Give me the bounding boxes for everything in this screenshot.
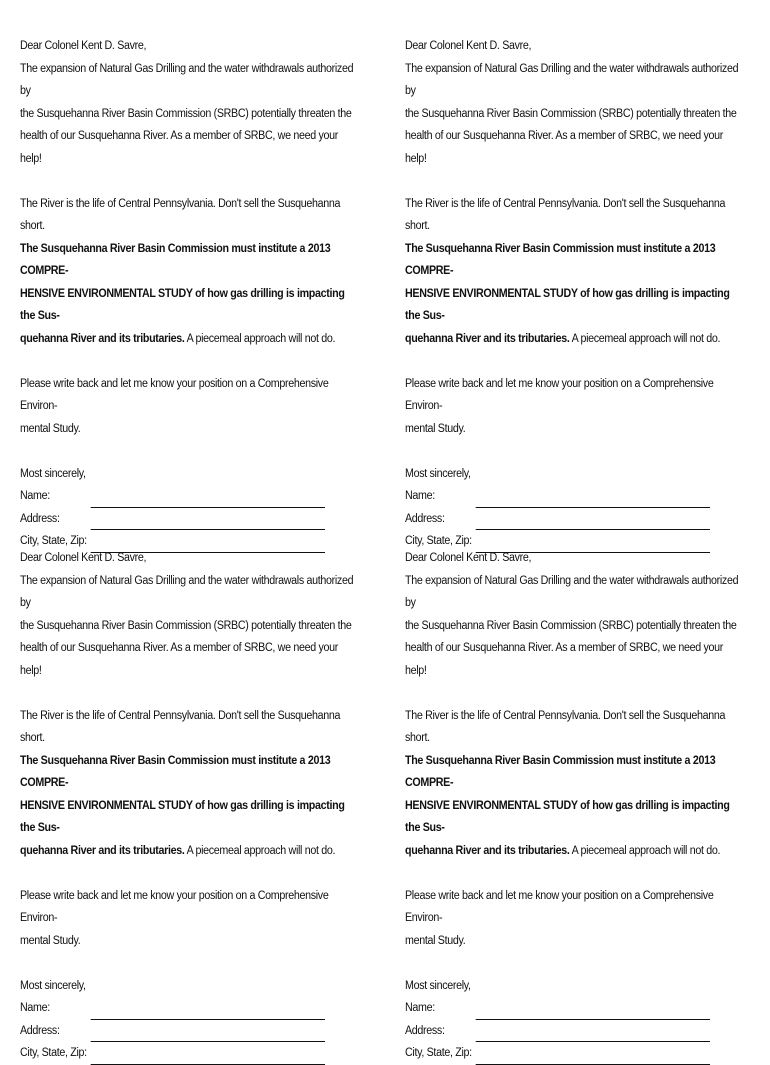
- address-blank-line[interactable]: [91, 513, 325, 530]
- paragraph-intro: [405, 58, 744, 171]
- name-blank-line[interactable]: [91, 1003, 325, 1020]
- text-line: Please write back and let me know your position on a Comprehensive Environ-: [20, 377, 329, 412]
- text-line: The expansion of Natural Gas Drilling and the water withdrawals authorized by: [405, 62, 739, 97]
- paragraph-reply: [405, 373, 744, 441]
- city-state-zip-label: City, State, Zip:: [405, 1047, 472, 1059]
- address-field: [405, 508, 744, 531]
- name-blank-line[interactable]: [91, 491, 325, 508]
- address-blank-line[interactable]: [91, 1025, 325, 1042]
- name-label: Name:: [20, 1002, 50, 1014]
- name-field: [405, 997, 744, 1020]
- text-line: health of our Susquehanna River. As a member of SRBC, we need your help!: [405, 642, 723, 677]
- text-tail: A piecemeal approach will not do.: [569, 844, 721, 857]
- text-line: the Susquehanna River Basin Commission (SRBC) potentially threaten the: [405, 107, 737, 120]
- text-line: The River is the life of Central Pennsylvania. Don't sell the Susquehanna short.: [405, 197, 726, 232]
- bold-text-line: HENSIVE ENVIRONMENTAL STUDY of how gas drilling is impacting the Sus-: [20, 287, 345, 322]
- paragraph-reply: [20, 885, 359, 953]
- closing: Most sincerely,: [405, 467, 471, 480]
- text-line: health of our Susquehanna River. As a member of SRBC, we need your help!: [20, 642, 338, 677]
- bold-text-line: The Susquehanna River Basin Commission must institute a 2013 COMPRE-: [20, 242, 331, 277]
- name-field: [405, 485, 744, 508]
- text-line: Please write back and let me know your position on a Comprehensive Environ-: [20, 889, 329, 924]
- text-line: The expansion of Natural Gas Drilling and the water withdrawals authorized by: [405, 574, 739, 609]
- address-label: Address:: [20, 1024, 60, 1037]
- bold-text-line: The Susquehanna River Basin Commission must institute a 2013 COMPRE-: [20, 754, 331, 789]
- bold-text-line: The Susquehanna River Basin Commission must institute a 2013 COMPRE-: [405, 754, 716, 789]
- text-line: mental Study.: [405, 934, 466, 947]
- bold-text-line: quehanna River and its tributaries.: [405, 844, 570, 857]
- text-line: mental Study.: [20, 934, 81, 947]
- letter-card-bottom-left: [20, 547, 359, 1065]
- address-field: [405, 1020, 744, 1043]
- salutation: Dear Colonel Kent D. Savre,: [405, 40, 532, 52]
- bold-text-line: HENSIVE ENVIRONMENTAL STUDY of how gas drilling is impacting the Sus-: [405, 799, 730, 834]
- text-tail: A piecemeal approach will not do.: [184, 332, 336, 345]
- salutation: Dear Colonel Kent D. Savre,: [405, 552, 532, 564]
- paragraph-reply: [20, 373, 359, 441]
- text-line: mental Study.: [20, 422, 81, 435]
- bold-text-line: quehanna River and its tributaries.: [405, 332, 570, 345]
- text-line: health of our Susquehanna River. As a member of SRBC, we need your help!: [405, 130, 723, 165]
- salutation: Dear Colonel Kent D. Savre,: [20, 40, 147, 52]
- name-label: Name:: [20, 490, 50, 502]
- name-label: Name:: [405, 1002, 435, 1014]
- paragraph-intro: [20, 570, 359, 683]
- address-label: Address:: [20, 512, 60, 525]
- text-line: The River is the life of Central Pennsylvania. Don't sell the Susquehanna short.: [20, 197, 341, 232]
- bold-text-line: HENSIVE ENVIRONMENTAL STUDY of how gas drilling is impacting the Sus-: [405, 287, 730, 322]
- text-line: the Susquehanna River Basin Commission (SRBC) potentially threaten the: [20, 619, 352, 632]
- name-blank-line[interactable]: [476, 1003, 710, 1020]
- text-line: The River is the life of Central Pennsylvania. Don't sell the Susquehanna short.: [405, 709, 726, 744]
- salutation: Dear Colonel Kent D. Savre,: [20, 552, 147, 564]
- letter-card-top-right: [405, 35, 744, 553]
- text-line: The River is the life of Central Pennsylvania. Don't sell the Susquehanna short.: [20, 709, 341, 744]
- text-line: the Susquehanna River Basin Commission (SRBC) potentially threaten the: [20, 107, 352, 120]
- closing: Most sincerely,: [20, 979, 86, 992]
- text-line: mental Study.: [405, 422, 466, 435]
- city-state-zip-label: City, State, Zip:: [20, 535, 87, 547]
- paragraph-intro: [20, 58, 359, 171]
- name-field: [20, 997, 359, 1020]
- text-line: the Susquehanna River Basin Commission (SRBC) potentially threaten the: [405, 619, 737, 632]
- address-blank-line[interactable]: [476, 513, 710, 530]
- city-state-zip-label: City, State, Zip:: [20, 1047, 87, 1059]
- paragraph-request: [405, 705, 744, 863]
- bold-text-line: quehanna River and its tributaries.: [20, 844, 185, 857]
- city-state-zip-label: City, State, Zip:: [405, 535, 472, 547]
- letter-card-bottom-right: [405, 547, 744, 1065]
- paragraph-request: [405, 193, 744, 351]
- paragraph-intro: [405, 570, 744, 683]
- address-field: [20, 508, 359, 531]
- text-tail: A piecemeal approach will not do.: [184, 844, 336, 857]
- closing: Most sincerely,: [20, 467, 86, 480]
- paragraph-request: [20, 193, 359, 351]
- text-line: Please write back and let me know your position on a Comprehensive Environ-: [405, 889, 714, 924]
- name-blank-line[interactable]: [476, 491, 710, 508]
- text-line: The expansion of Natural Gas Drilling and the water withdrawals authorized by: [20, 574, 354, 609]
- text-line: Please write back and let me know your position on a Comprehensive Environ-: [405, 377, 714, 412]
- address-label: Address:: [405, 1024, 445, 1037]
- text-tail: A piecemeal approach will not do.: [569, 332, 721, 345]
- bold-text-line: quehanna River and its tributaries.: [20, 332, 185, 345]
- city-state-zip-blank-line[interactable]: [476, 1048, 710, 1065]
- bold-text-line: The Susquehanna River Basin Commission must institute a 2013 COMPRE-: [405, 242, 716, 277]
- text-line: health of our Susquehanna River. As a member of SRBC, we need your help!: [20, 130, 338, 165]
- paragraph-reply: [405, 885, 744, 953]
- city-state-zip-field: [405, 1042, 744, 1065]
- bold-text-line: HENSIVE ENVIRONMENTAL STUDY of how gas drilling is impacting the Sus-: [20, 799, 345, 834]
- text-line: The expansion of Natural Gas Drilling and the water withdrawals authorized by: [20, 62, 354, 97]
- closing: Most sincerely,: [405, 979, 471, 992]
- letter-card-top-left: [20, 35, 359, 553]
- address-blank-line[interactable]: [476, 1025, 710, 1042]
- name-field: [20, 485, 359, 508]
- paragraph-request: [20, 705, 359, 863]
- city-state-zip-blank-line[interactable]: [91, 1048, 325, 1065]
- city-state-zip-field: [20, 1042, 359, 1065]
- address-label: Address:: [405, 512, 445, 525]
- address-field: [20, 1020, 359, 1043]
- name-label: Name:: [405, 490, 435, 502]
